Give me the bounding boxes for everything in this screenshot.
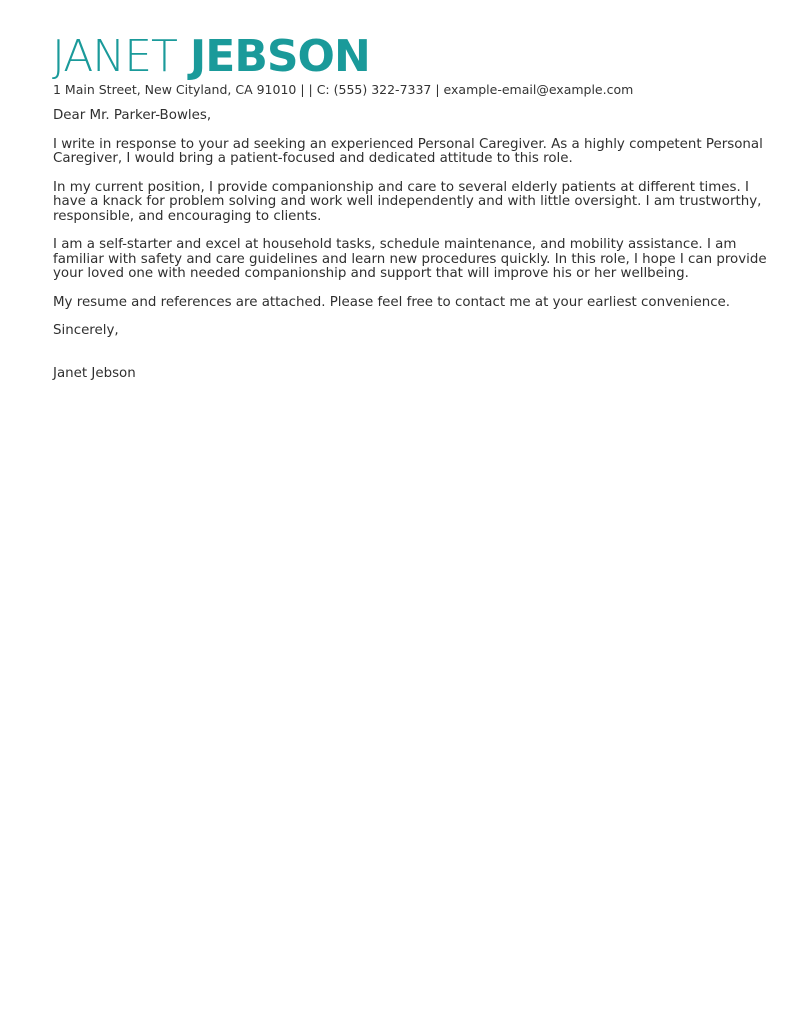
salutation: Dear Mr. Parker-Bowles, <box>53 108 212 123</box>
closing: Sincerely, <box>53 323 119 338</box>
applicant-name <box>52 33 370 81</box>
contact-info: 1 Main Street, New Cityland, CA 91010 | | C: (555) 322-7337 | example-email@example.com <box>53 82 634 97</box>
letterhead <box>52 33 370 81</box>
paragraph-4: My resume and references are attached. Please feel free to contact me at your earliest convenience. <box>53 294 731 310</box>
letter-body <box>53 109 783 395</box>
paragraph-3: I am a self-starter and excel at household tasks, schedule maintenance, and mobility assistance. I am familiar with safety and care guidelines and learn new procedures quickly. In this role, I hope I can provide your loved one with needed companionship and support that will improve his or her wellbeing. <box>53 237 767 281</box>
signature: Janet Jebson <box>53 365 136 381</box>
last-name: JEBSON <box>189 31 370 82</box>
paragraph-2: In my current position, I provide companionship and care to several elderly patients at different times. I have a knack for problem solving and work well independently and with little oversight. I am trustworthy, responsible, and encouraging to clients. <box>53 179 762 224</box>
paragraph-1: I write in response to your ad seeking an experienced Personal Caregiver. As a highly competent Personal Caregiver, I would bring a patient-focused and dedicated attitude to this role. <box>53 136 763 166</box>
first-name: JANET <box>52 31 190 82</box>
